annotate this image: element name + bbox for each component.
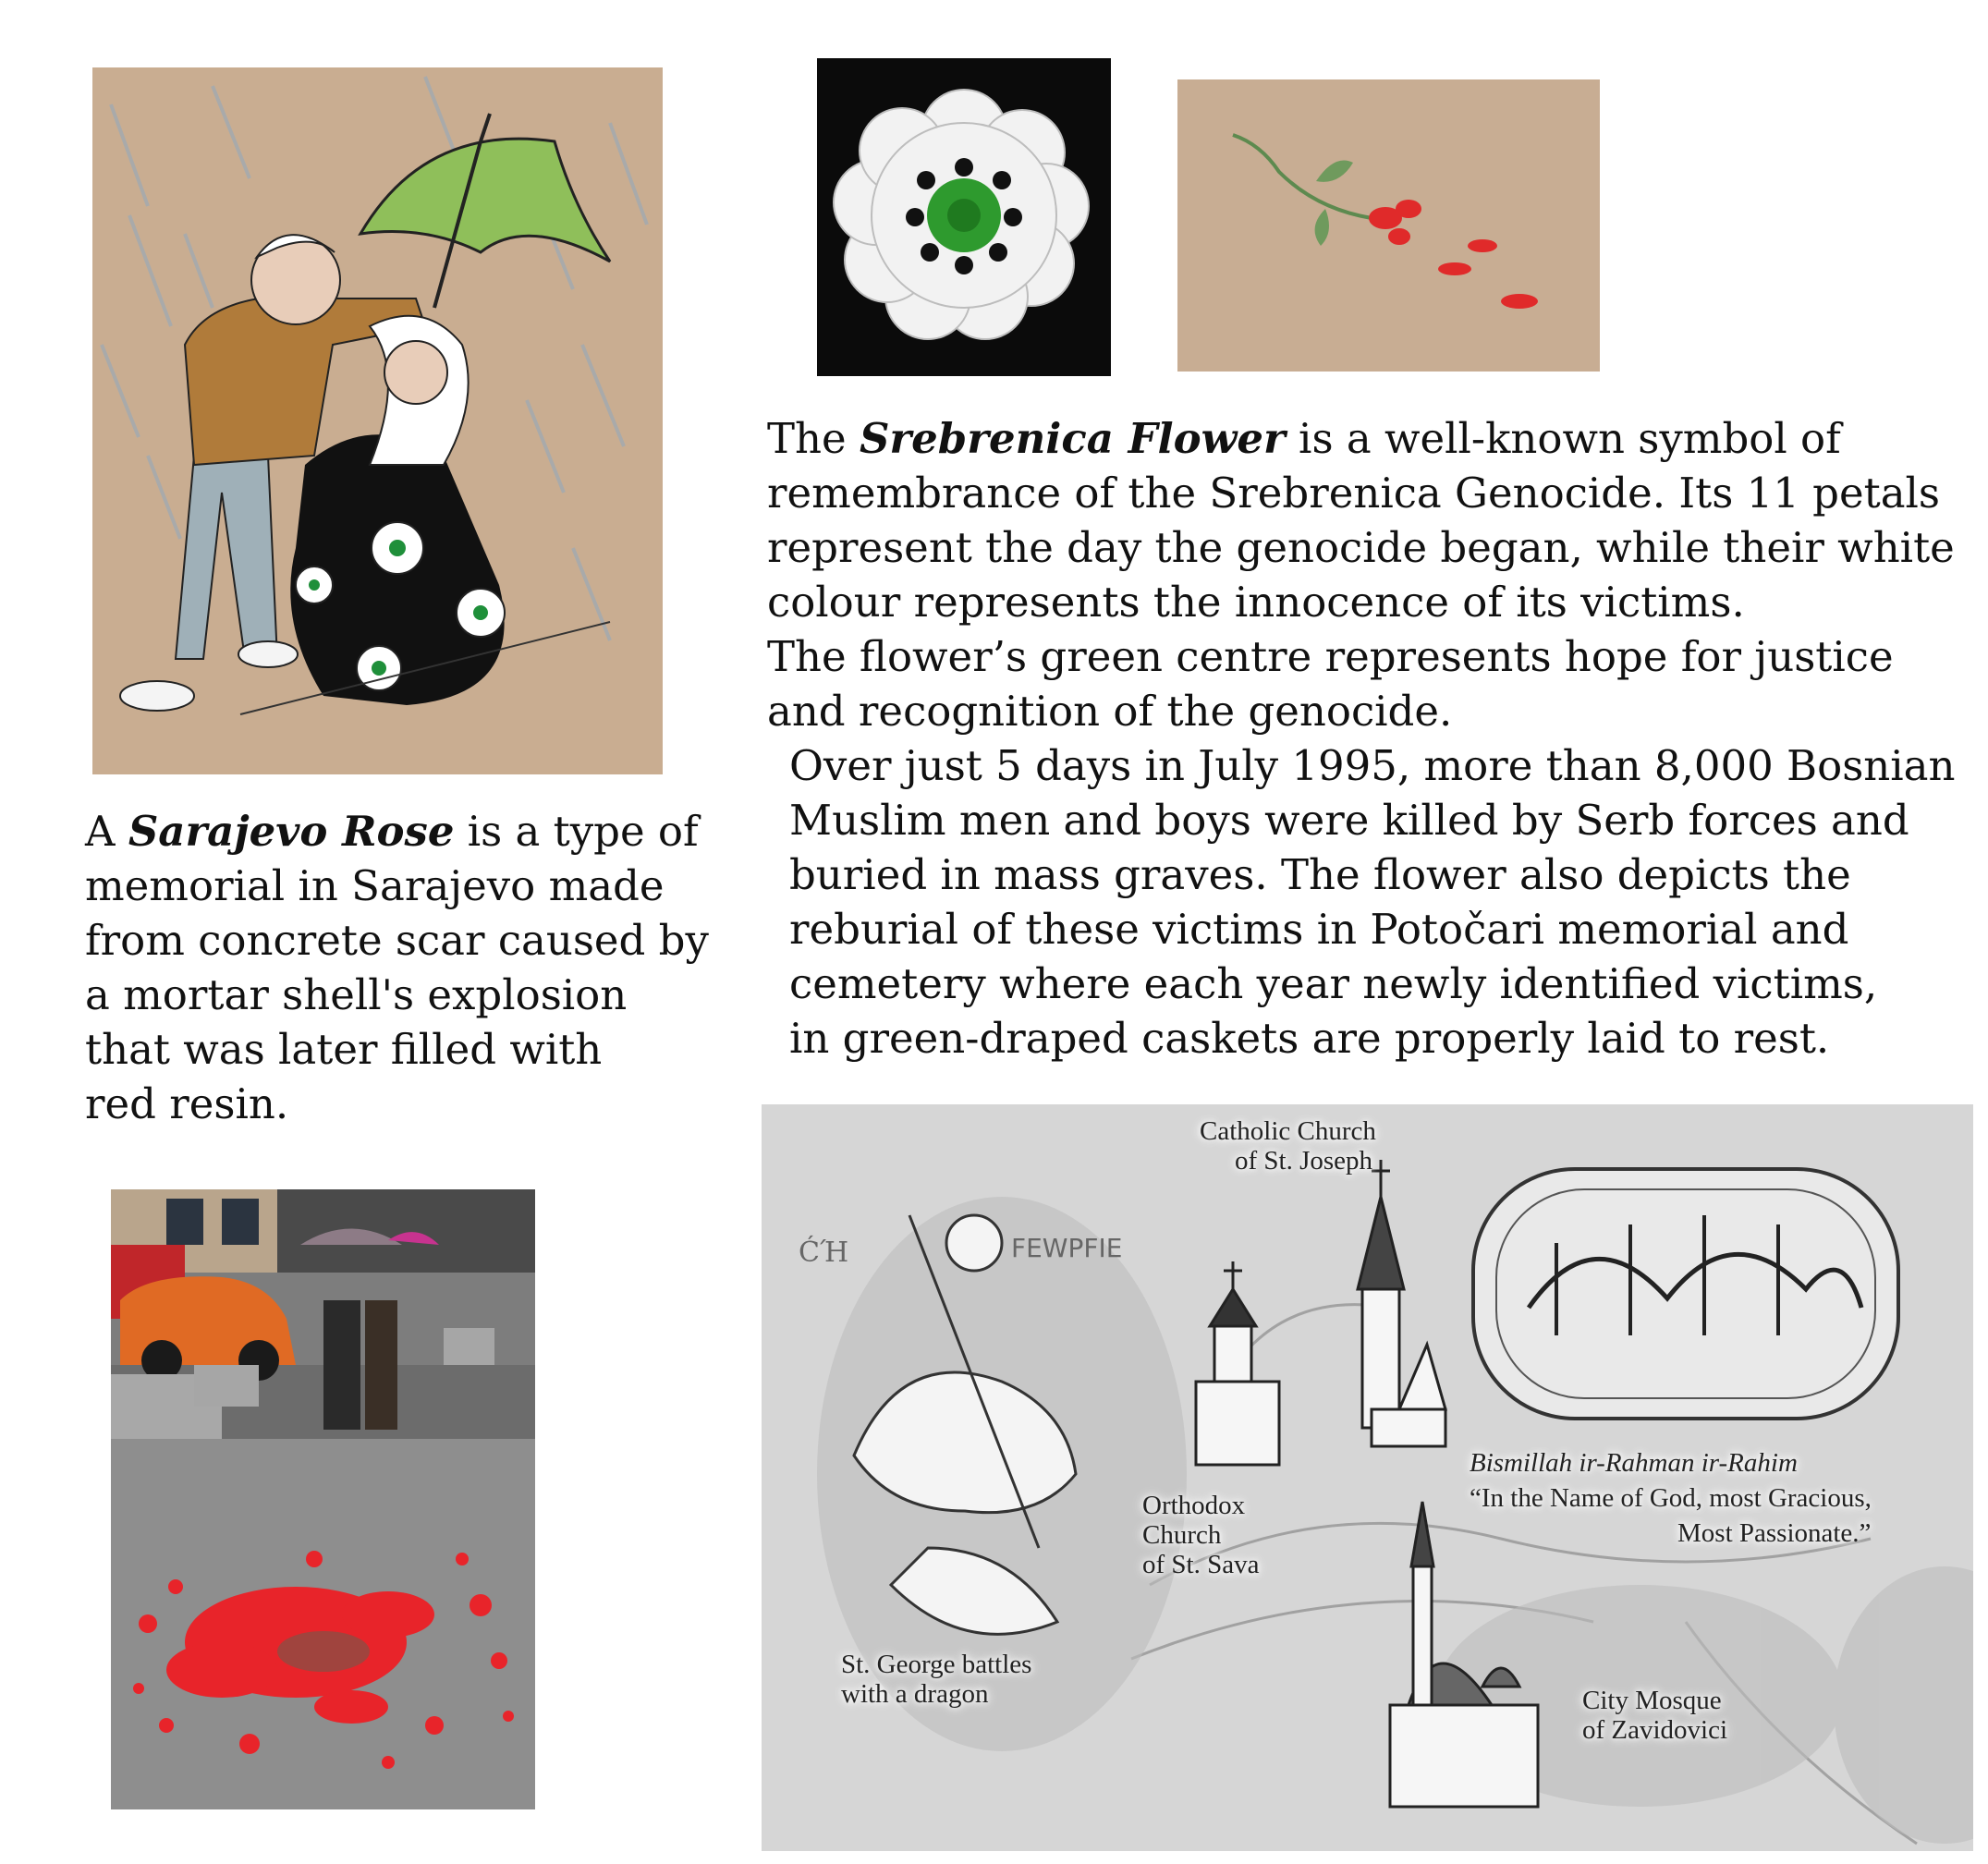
icon-inscription-left: ĆΉ bbox=[799, 1237, 849, 1269]
umbrella-drawing bbox=[92, 67, 663, 774]
srebrenica-title: Srebrenica Flower bbox=[859, 414, 1286, 463]
sarajevo-rose-text: is a type of bbox=[454, 807, 699, 856]
bismillah-translation-line: Most Passionate.” bbox=[1677, 1518, 1872, 1548]
srebrenica-text: is a well-known symbol of bbox=[1285, 414, 1841, 463]
sarajevo-rose-street-photo bbox=[111, 1189, 535, 1809]
srebrenica-prefix: The bbox=[767, 414, 860, 463]
catholic-church-label-line: of St. Joseph bbox=[1235, 1146, 1373, 1176]
srebrenica-text: remembrance of the Srebrenica Genocide. Its 11 petals bbox=[767, 469, 1941, 518]
srebrenica-text: Over just 5 days in July 1995, more than 8,000 Bosnian bbox=[789, 741, 1956, 790]
bismillah-caption bbox=[1470, 1448, 1872, 1548]
srebrenica-text: colour represents the innocence of its victims. bbox=[767, 578, 1745, 627]
city-mosque-label bbox=[1582, 1686, 1727, 1745]
bismillah-plaque-icon bbox=[1473, 1169, 1898, 1419]
st-george-label-line: with a dragon bbox=[841, 1679, 989, 1709]
rose-petals-image bbox=[1177, 79, 1600, 372]
street-photo-image bbox=[111, 1189, 535, 1809]
zavidovici-sketch-map bbox=[762, 1104, 1973, 1851]
sarajevo-rose-text: memorial in Sarajevo made bbox=[85, 861, 665, 910]
srebrenica-text: in green-draped caskets are properly laid to rest. bbox=[789, 1014, 1830, 1063]
orthodox-church-label-line: of St. Sava bbox=[1142, 1550, 1260, 1579]
srebrenica-text: represent the day the genocide began, while their white bbox=[767, 523, 1955, 572]
sarajevo-rose-text: red resin. bbox=[85, 1079, 289, 1128]
rain-umbrella-illustration bbox=[92, 67, 663, 774]
orthodox-church-label bbox=[1142, 1491, 1259, 1579]
sarajevo-rose-line-1 bbox=[85, 804, 709, 859]
crochet-flower-image bbox=[817, 58, 1111, 376]
sarajevo-rose-description bbox=[85, 804, 709, 1131]
srebrenica-line-1 bbox=[767, 411, 1955, 466]
bismillah-translation-line: “In the Name of God, most Gracious, bbox=[1470, 1483, 1872, 1513]
srebrenica-flower-description bbox=[767, 411, 1955, 1066]
srebrenica-text: The flower’s green centre represents hope for justice bbox=[767, 632, 1894, 681]
catholic-church-label-line: Catholic Church bbox=[1200, 1116, 1376, 1146]
catholic-church-label bbox=[1200, 1116, 1376, 1176]
city-mosque-label-line: City Mosque bbox=[1582, 1686, 1722, 1715]
srebrenica-text: Muslim men and boys were killed by Serb forces and bbox=[789, 796, 1909, 845]
sarajevo-rose-text: from concrete scar caused by bbox=[85, 916, 709, 965]
srebrenica-flower-photo bbox=[817, 58, 1111, 376]
sarajevo-rose-text: that was later filled with bbox=[85, 1025, 603, 1074]
bismillah-title: Bismillah ir-Rahman ir-Rahim bbox=[1470, 1448, 1798, 1478]
srebrenica-text: buried in mass graves. The flower also depicts the bbox=[789, 850, 1851, 899]
orthodox-church-label-line: Orthodox bbox=[1142, 1491, 1246, 1520]
sarajevo-rose-title: Sarajevo Rose bbox=[128, 807, 455, 856]
city-mosque-label-line: of Zavidovici bbox=[1582, 1715, 1728, 1745]
srebrenica-text: and recognition of the genocide. bbox=[767, 687, 1453, 736]
falling-rose-drawing bbox=[1177, 79, 1600, 372]
st-george-label-line: St. George battles bbox=[841, 1650, 1032, 1679]
sarajevo-rose-text: a mortar shell's explosion bbox=[85, 970, 628, 1019]
st-george-label bbox=[841, 1650, 1031, 1709]
sarajevo-rose-prefix: A bbox=[85, 807, 128, 856]
srebrenica-text: reburial of these victims in Potočari memorial and bbox=[789, 905, 1849, 954]
icon-inscription-right: FEWPFIE bbox=[1011, 1233, 1123, 1263]
srebrenica-text: cemetery where each year newly identified victims, bbox=[789, 959, 1878, 1008]
orthodox-church-label-line: Church bbox=[1142, 1520, 1222, 1550]
